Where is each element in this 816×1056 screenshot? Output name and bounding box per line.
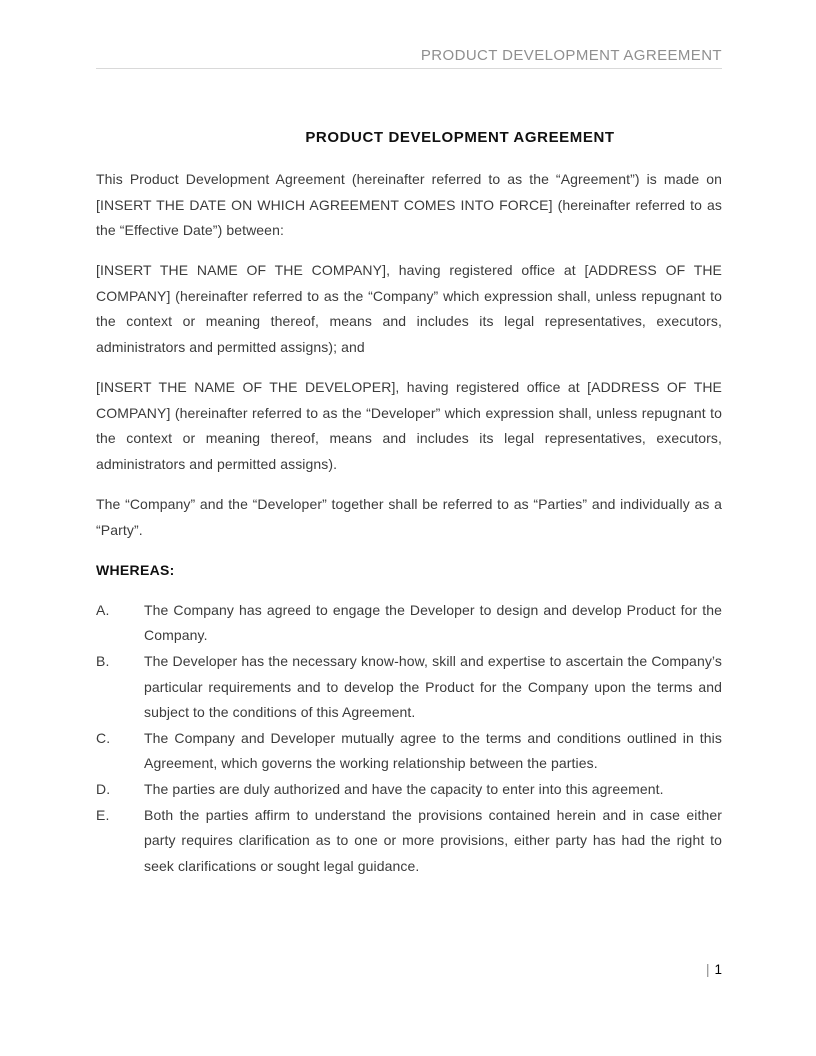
recital-item-d <box>96 777 722 803</box>
recital-text: The Developer has the necessary know-how, skill and expertise to ascertain the Company’s particular requirements and to develop the Product for the Company upon the terms and subject to the conditions of this Agreement. <box>144 653 722 721</box>
recital-item-b <box>96 649 722 726</box>
footer-page-number: 1 <box>714 962 722 977</box>
document-title: PRODUCT DEVELOPMENT AGREEMENT <box>305 129 615 146</box>
recital-item-e <box>96 803 722 880</box>
recital-letter: B. <box>96 653 110 669</box>
intro-paragraph-effective-date: This Product Development Agreement (hereinafter referred to as the “Agreement”) is made on [INSERT THE DATE ON WHICH AGREEMENT COMES INTO FORCE] (hereinafter referred to as the “Effective Date”) between: <box>96 171 722 239</box>
recital-text: The Company and Developer mutually agree to the terms and conditions outlined in this Agreement, which governs the working relationship between the parties. <box>144 729 722 772</box>
recital-item-a <box>96 598 722 649</box>
header-divider <box>96 68 722 69</box>
recitals-list <box>96 598 722 880</box>
party-paragraph-company: [INSERT THE NAME OF THE COMPANY], having registered office at [ADDRESS OF THE COMPANY] (hereinafter referred to as the “Company” which expression shall, unless repugnant to the context or meaning thereof, means and includes its legal representatives, executors, administrators and permitted assigns); and <box>96 262 722 356</box>
recital-item-c <box>96 726 722 777</box>
footer-separator: | <box>705 962 710 977</box>
recital-letter: D. <box>96 780 111 797</box>
document-body <box>96 128 722 879</box>
parties-definition-paragraph: The “Company” and the “Developer” together shall be referred to as “Parties” and individually as a “Party”. <box>96 496 722 538</box>
page-header <box>96 47 722 69</box>
recital-letter: A. <box>96 601 110 618</box>
whereas-heading: WHEREAS: <box>96 561 175 578</box>
recital-letter: E. <box>96 806 110 823</box>
recital-text: Both the parties affirm to understand the provisions contained herein and in case either party requires clarification as to one or more provisions, either party has had the right to seek clarifications or sought legal guidance. <box>144 806 722 874</box>
recital-letter: C. <box>96 729 111 746</box>
page-footer <box>706 962 722 978</box>
recital-text: The Company has agreed to engage the Developer to design and develop Product for the Company. <box>144 601 722 644</box>
recital-text: The parties are duly authorized and have the capacity to enter into this agreement. <box>144 780 664 797</box>
party-paragraph-developer: [INSERT THE NAME OF THE DEVELOPER], having registered office at [ADDRESS OF THE COMPANY] (hereinafter referred to as the “Developer” which expression shall, unless repugnant to the context or meaning thereof, means and includes its legal representatives, executors, administrators and permitted assigns). <box>96 379 722 472</box>
header-title: PRODUCT DEVELOPMENT AGREEMENT <box>420 47 722 64</box>
